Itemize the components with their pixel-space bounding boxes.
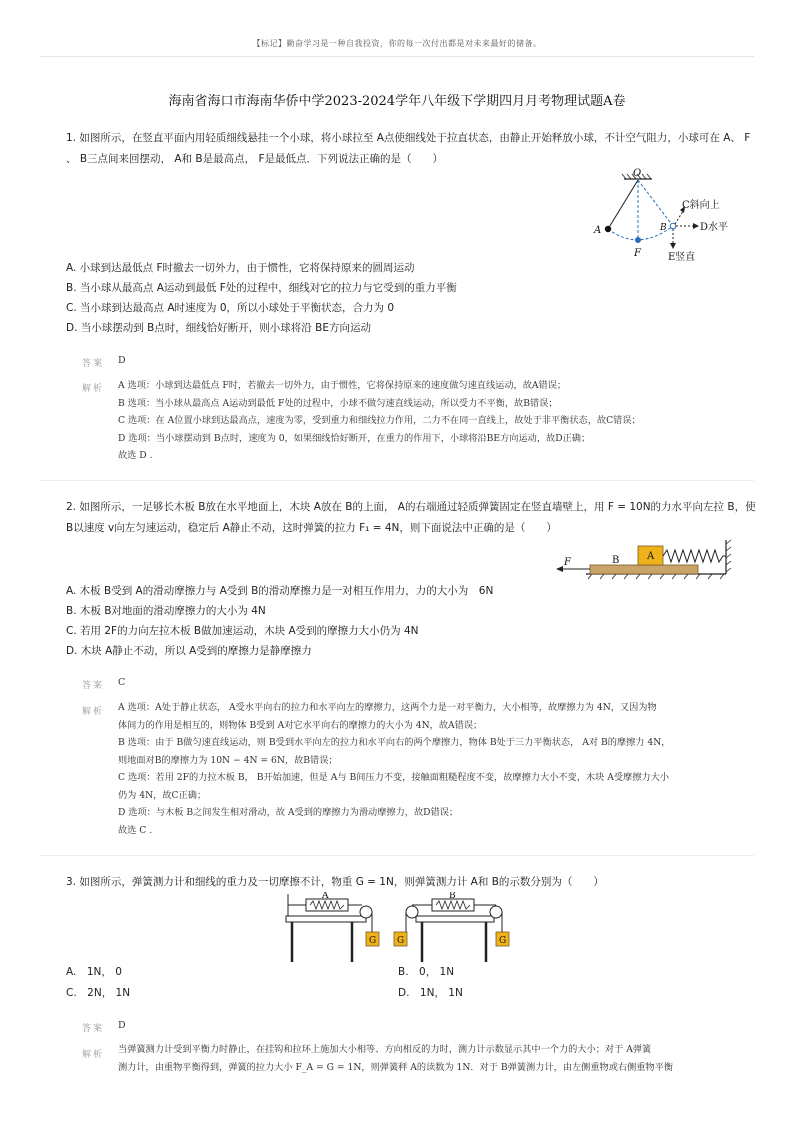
- fig1-label-a: A: [594, 225, 602, 236]
- fig2-label-a: A: [647, 551, 655, 562]
- q2-expl-line: C 选项：若用 2F的力拉木板 B， B开始加速，但是 A与 B间压力不变，接触面粗糙程度不变，故摩擦力大小不变，木块 A受摩擦力大小: [118, 772, 669, 783]
- fig3-label-a: A: [322, 892, 329, 901]
- fig1-label-b: B: [660, 223, 667, 233]
- q1-option-a[interactable]: A. 小球到达最低点 F时撤去一切外力，由于惯性，它将保持原来的圆周运动: [66, 262, 415, 274]
- pendulum-figure: [586, 168, 736, 270]
- q3-expl-line: 当弹簧测力计受到平衡力时静止，在挂钩和拉环上施加大小相等、方向相反的力时，测力计示数显示其中一个力的大小；对于 A弹簧: [118, 1044, 652, 1055]
- q3-stem: 3. 如图所示，弹簧测力计和细线的重力及一切摩擦不计，物重 G = 1N，则弹簧测力计 A和 B的示数分别为（ ）: [66, 876, 604, 888]
- q3-answer-value: D: [118, 1020, 126, 1031]
- page-title: 海南省海口市海南华侨中学2023-2024学年八年级下学期四月月考物理试题A卷: [168, 94, 626, 109]
- q2-answer-value: C: [118, 677, 126, 688]
- fig1-label-f: F: [634, 248, 641, 259]
- section-divider: [40, 855, 754, 856]
- q2-answer-label: 答案: [82, 681, 105, 691]
- q1-stem-line2: 、 B三点间来回摆动， A和 B是最高点， F是最低点．下列说法正确的是（ ）: [66, 153, 443, 165]
- q2-expl-line: 仍为 4N，故C正确；: [118, 789, 207, 801]
- q2-stem-line2: B以速度 v向左匀速运动，稳定后 A静止不动，这时弹簧的拉力 F₁ = 4N，则下面说法中正确的是（ ）: [66, 522, 557, 534]
- q3-expl-line: 测力计，由重物平衡得到，弹簧的拉力大小 F_A = G = 1N，则弹簧秤 A的读数为 1N．对于 B弹簧测力计，由左侧重物或右侧重物平衡: [118, 1061, 674, 1073]
- fig3-label-g: G: [369, 936, 377, 946]
- fig3-label-g: G: [397, 936, 405, 946]
- q3-option-a[interactable]: A. 1N， 0: [66, 966, 122, 978]
- spring-scale-figure: [282, 892, 522, 964]
- q1-expl-line: C 选项：在 A位置小球到达最高点，速度为零，受到重力和细线拉力作用，二力不在同一直线上，故处于非平衡状态，故C错误；: [118, 415, 641, 426]
- q2-expl-line: D 选项：与木板 B之间发生相对滑动，故 A受到的摩擦力为滑动摩擦力，故D错误；: [118, 807, 459, 818]
- q2-expl-line: B 选项：由于 B做匀速直线运动，则 B受到水平向左的拉力和水平向右的两个摩擦力，物体 B处于三力平衡状态， A对 B的摩擦力 4N，: [118, 737, 671, 748]
- fig1-label-c: C斜向上: [682, 200, 720, 211]
- q1-option-b[interactable]: B. 当小球从最高点 A运动到最低 F处的过程中，细线对它的拉力与它受到的重力平衡: [66, 282, 457, 294]
- header-divider: [40, 56, 754, 57]
- q1-explanation: [118, 377, 758, 465]
- q1-answer-value: D: [118, 355, 126, 366]
- q3-option-d[interactable]: D. 1N， 1N: [398, 987, 463, 999]
- q1-answer-label: 答案: [82, 359, 105, 369]
- q1-expl-line: 故选 D .: [118, 450, 153, 461]
- q3-option-c[interactable]: C. 2N， 1N: [66, 987, 131, 999]
- q1-option-d[interactable]: D. 当小球摆动到 B点时，细线恰好断开，则小球将沿 BE方向运动: [66, 322, 371, 334]
- q2-expl-line: 则地面对B的摩擦力为 10N − 4N = 6N，故B错误；: [118, 754, 338, 766]
- fig2-label-b: B: [612, 555, 620, 566]
- fig1-label-e: E竖直: [668, 252, 696, 263]
- q3-analysis-label: 解析: [82, 1050, 105, 1060]
- q3-option-b[interactable]: B. 0， 1N: [398, 966, 455, 978]
- q2-option-a[interactable]: A. 木板 B受到 A的滑动摩擦力与 A受到 B的滑动摩擦力是一对相互作用力，力的大小为 6N: [66, 585, 494, 597]
- q1-stem-line1: 1. 如图所示，在竖直平面内用轻质细线悬挂一个小球，将小球拉至 A点使细线处于拉直状态，由静止开始释放小球，不计空气阻力，小球可在 A、 F: [66, 132, 751, 144]
- header-note: 【标记】勤奋学习是一种自我投资，你的每一次付出都是对未来最好的储备。: [252, 39, 542, 48]
- fig3-label-g: G: [499, 936, 507, 946]
- q3-answer-label: 答案: [82, 1024, 105, 1034]
- q2-option-c[interactable]: C. 若用 2F的力向左拉木板 B做加速运动，木块 A受到的摩擦力大小仍为 4N: [66, 625, 419, 637]
- q2-expl-line: 故选 C .: [118, 824, 153, 836]
- q1-expl-line: B 选项：当小球从最高点 A运动到最低 F处的过程中，小球不做匀速直线运动，所以受力不平衡，故B错误；: [118, 397, 558, 409]
- q2-stem-line1: 2. 如图所示，一足够长木板 B放在水平地面上，木块 A放在 B的上面， A的右端通过轻质弹簧固定在竖直墙壁上，用 F = 10N的力水平向左拉 B，使: [66, 501, 756, 513]
- fig1-label-d: D水平: [700, 222, 729, 233]
- q1-analysis-label: 解析: [82, 384, 105, 394]
- q2-expl-line: 体间力的作用是相互的，则物体 B受到 A对它水平向右的摩擦力的大小为 4N，故A错误；: [118, 719, 483, 731]
- q1-option-c[interactable]: C. 当小球到达最高点 A时速度为 0，所以小球处于平衡状态，合力为 0: [66, 302, 395, 314]
- q2-explanation: [118, 699, 758, 839]
- q2-analysis-label: 解析: [82, 707, 105, 717]
- board-block-figure: [548, 536, 733, 581]
- q2-option-d[interactable]: D. 木块 A静止不动，所以 A受到的摩擦力是静摩擦力: [66, 645, 312, 657]
- q1-expl-line: D 选项：当小球摆动到 B点时，速度为 0，如果细线恰好断开，在重力的作用下，小球将沿BE方向运动，故D正确；: [118, 432, 591, 444]
- fig3-label-b: B: [449, 892, 456, 901]
- q2-expl-line: A 选项：A处于静止状态， A受水平向右的拉力和水平向左的摩擦力，这两个力是一对平衡力，大小相等，故摩擦力为 4N，又因为物: [118, 702, 657, 713]
- fig1-label-o: O: [633, 168, 642, 179]
- fig2-label-f: F: [564, 557, 571, 568]
- q1-expl-line: A 选项：小球到达最低点 F时，若撤去一切外力，由于惯性，它将保持原来的速度做匀速直线运动，故A错误；: [118, 380, 567, 391]
- q3-explanation: [118, 1041, 758, 1076]
- section-divider: [40, 480, 754, 481]
- q2-option-b[interactable]: B. 木板 B对地面的滑动摩擦力的大小为 4N: [66, 605, 266, 617]
